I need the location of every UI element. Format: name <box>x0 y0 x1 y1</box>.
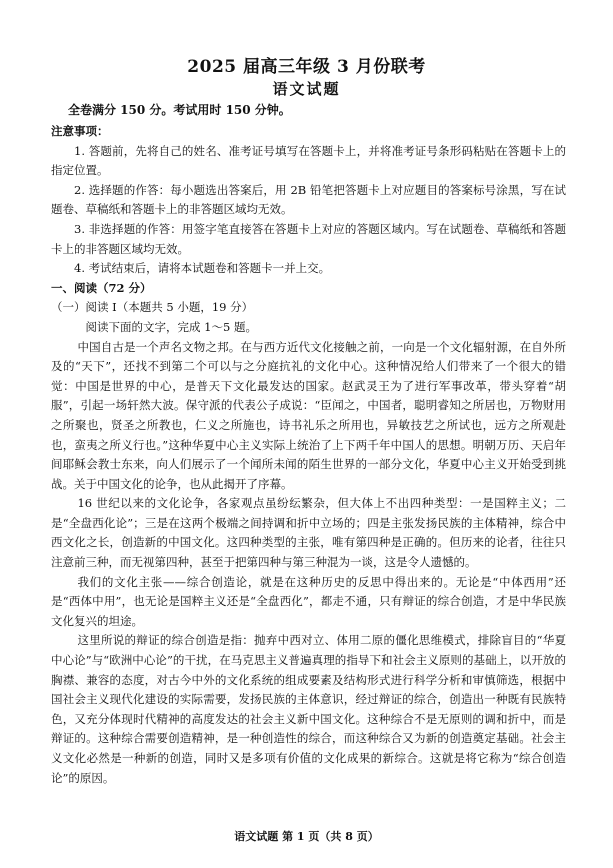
notice-item: 1. 答题前，先将自己的姓名、准考证号填写在答题卡上，并将准考证号条形码粘贴在答题卡上的指定位置。 <box>51 143 566 178</box>
subsection-title: （一）阅读 Ⅰ（本题共 5 小题，19 分） <box>51 300 254 315</box>
page-footer: 语文试题 第 1 页（共 8 页） <box>234 830 379 843</box>
notice-heading: 注意事项： <box>51 124 109 138</box>
notice-item: 2. 选择题的作答：每小题选出答案后，用 2B 铅笔把答题卡上对应题目的答案标号涂黑，写在试题卷、草稿纸和答题卡上的非答题区域均无效。 <box>51 182 566 217</box>
passage-paragraph: 中国自古是一个声名文物之邦。在与西方近代文化接触之前，一向是一个文化辐射源，在自外所及的“天下”，还找不到第二个可以与之分庭抗礼的文化中心。这种情况给人们带来了一个很大的错觉：中国是世界的中心，是普天下文化最发达的国家。赵武灵王为了进行军事改革，带头穿着“胡服”，引起一场轩然大波。保守派的代表公子成说：“臣闻之，中国者，聪明睿知之所居也，万物财用之所聚也，贤圣之所教也，仁义之所施也，诗书礼乐之所用也，异敏技艺之所试也，远方之所观赴也，蛮夷之所义行也。”这种华夏中心主义实际上统治了上下两千年中国人的思想。明朝万历、天启年间耶稣会教士东来，向人们展示了一个闻所未闻的陌生世界的一部分文化，华夏中心主义开始受到挑战。关于中国文化的论争，也从此揭开了序幕。 <box>51 339 566 491</box>
exam-title: 2025 届高三年级 3 月份联考 <box>187 57 426 77</box>
passage-paragraph: 16 世纪以来的文化论争，各家观点虽纷纭繁杂，但大体上不出四种类型：一是国粹主义；二是“全盘西化论”；三是在这两个极端之间持调和折中立场的；四是主张发扬民族的主体精神，综合中西文化之长，创造新的中国文化。这四种类型的主张，唯有第四种是正确的。但历来的论者，往往只注意前三种，而无视第四种，甚至于把第四种与第三种混为一谈，这是令人遗憾的。 <box>51 496 566 570</box>
notice-item: 4. 考试结束后，请将本试题卷和答题卡一并上交。 <box>74 261 331 276</box>
passage-paragraph: 这里所说的辩证的综合创造是指：抛弃中西对立、体用二原的僵化思维模式，排除盲目的“华夏中心论”与“欧洲中心论”的干扰，在马克思主义普遍真理的指导下和社会主义原则的基础上，以开放的胸襟、兼容的态度，对古今中外的文化系统的组成要素及结构形式进行科学分析和审慎筛选，根据中国社会主义现代化建设的实际需要，发扬民族的主体意识，经过辩证的综合，创造出一种既有民族特色，又充分体现时代精神的高度发达的社会主义新中国文化。这种综合不是无原则的调和折中，而是辩证的。这种综合需要创造精神，是一种创造性的综合，而这种综合又为新的创造奠定基础。社会主义文化必然是一种新的创造，同时又是多项有价值的文化成果的新综合。这就是将它称为“综合创造论”的原因。 <box>51 633 566 785</box>
passage-paragraph: 我们的文化主张——综合创造论，就是在这种历史的反思中得出来的。无论是“中体西用”还是“西体中用”，也无论是国粹主义还是“全盘西化”，都走不通，只有辩证的综合创造，才是中华民族文化复兴的坦途。 <box>51 574 566 628</box>
exam-body <box>51 122 566 788</box>
section-title: 一、阅读（72 分） <box>51 280 152 295</box>
notice-item: 3. 非选择题的作答：用签字笔直接答在答题卡上对应的答题区域内。写在试题卷、草稿纸和答题卡上的非答题区域均无效。 <box>51 221 566 256</box>
reading-instruction: 阅读下面的文字，完成 1～5 题。 <box>85 319 257 334</box>
exam-subject: 语文试题 <box>272 80 341 98</box>
score-time-line: 全卷满分 150 分。考试用时 150 分钟。 <box>68 103 291 117</box>
